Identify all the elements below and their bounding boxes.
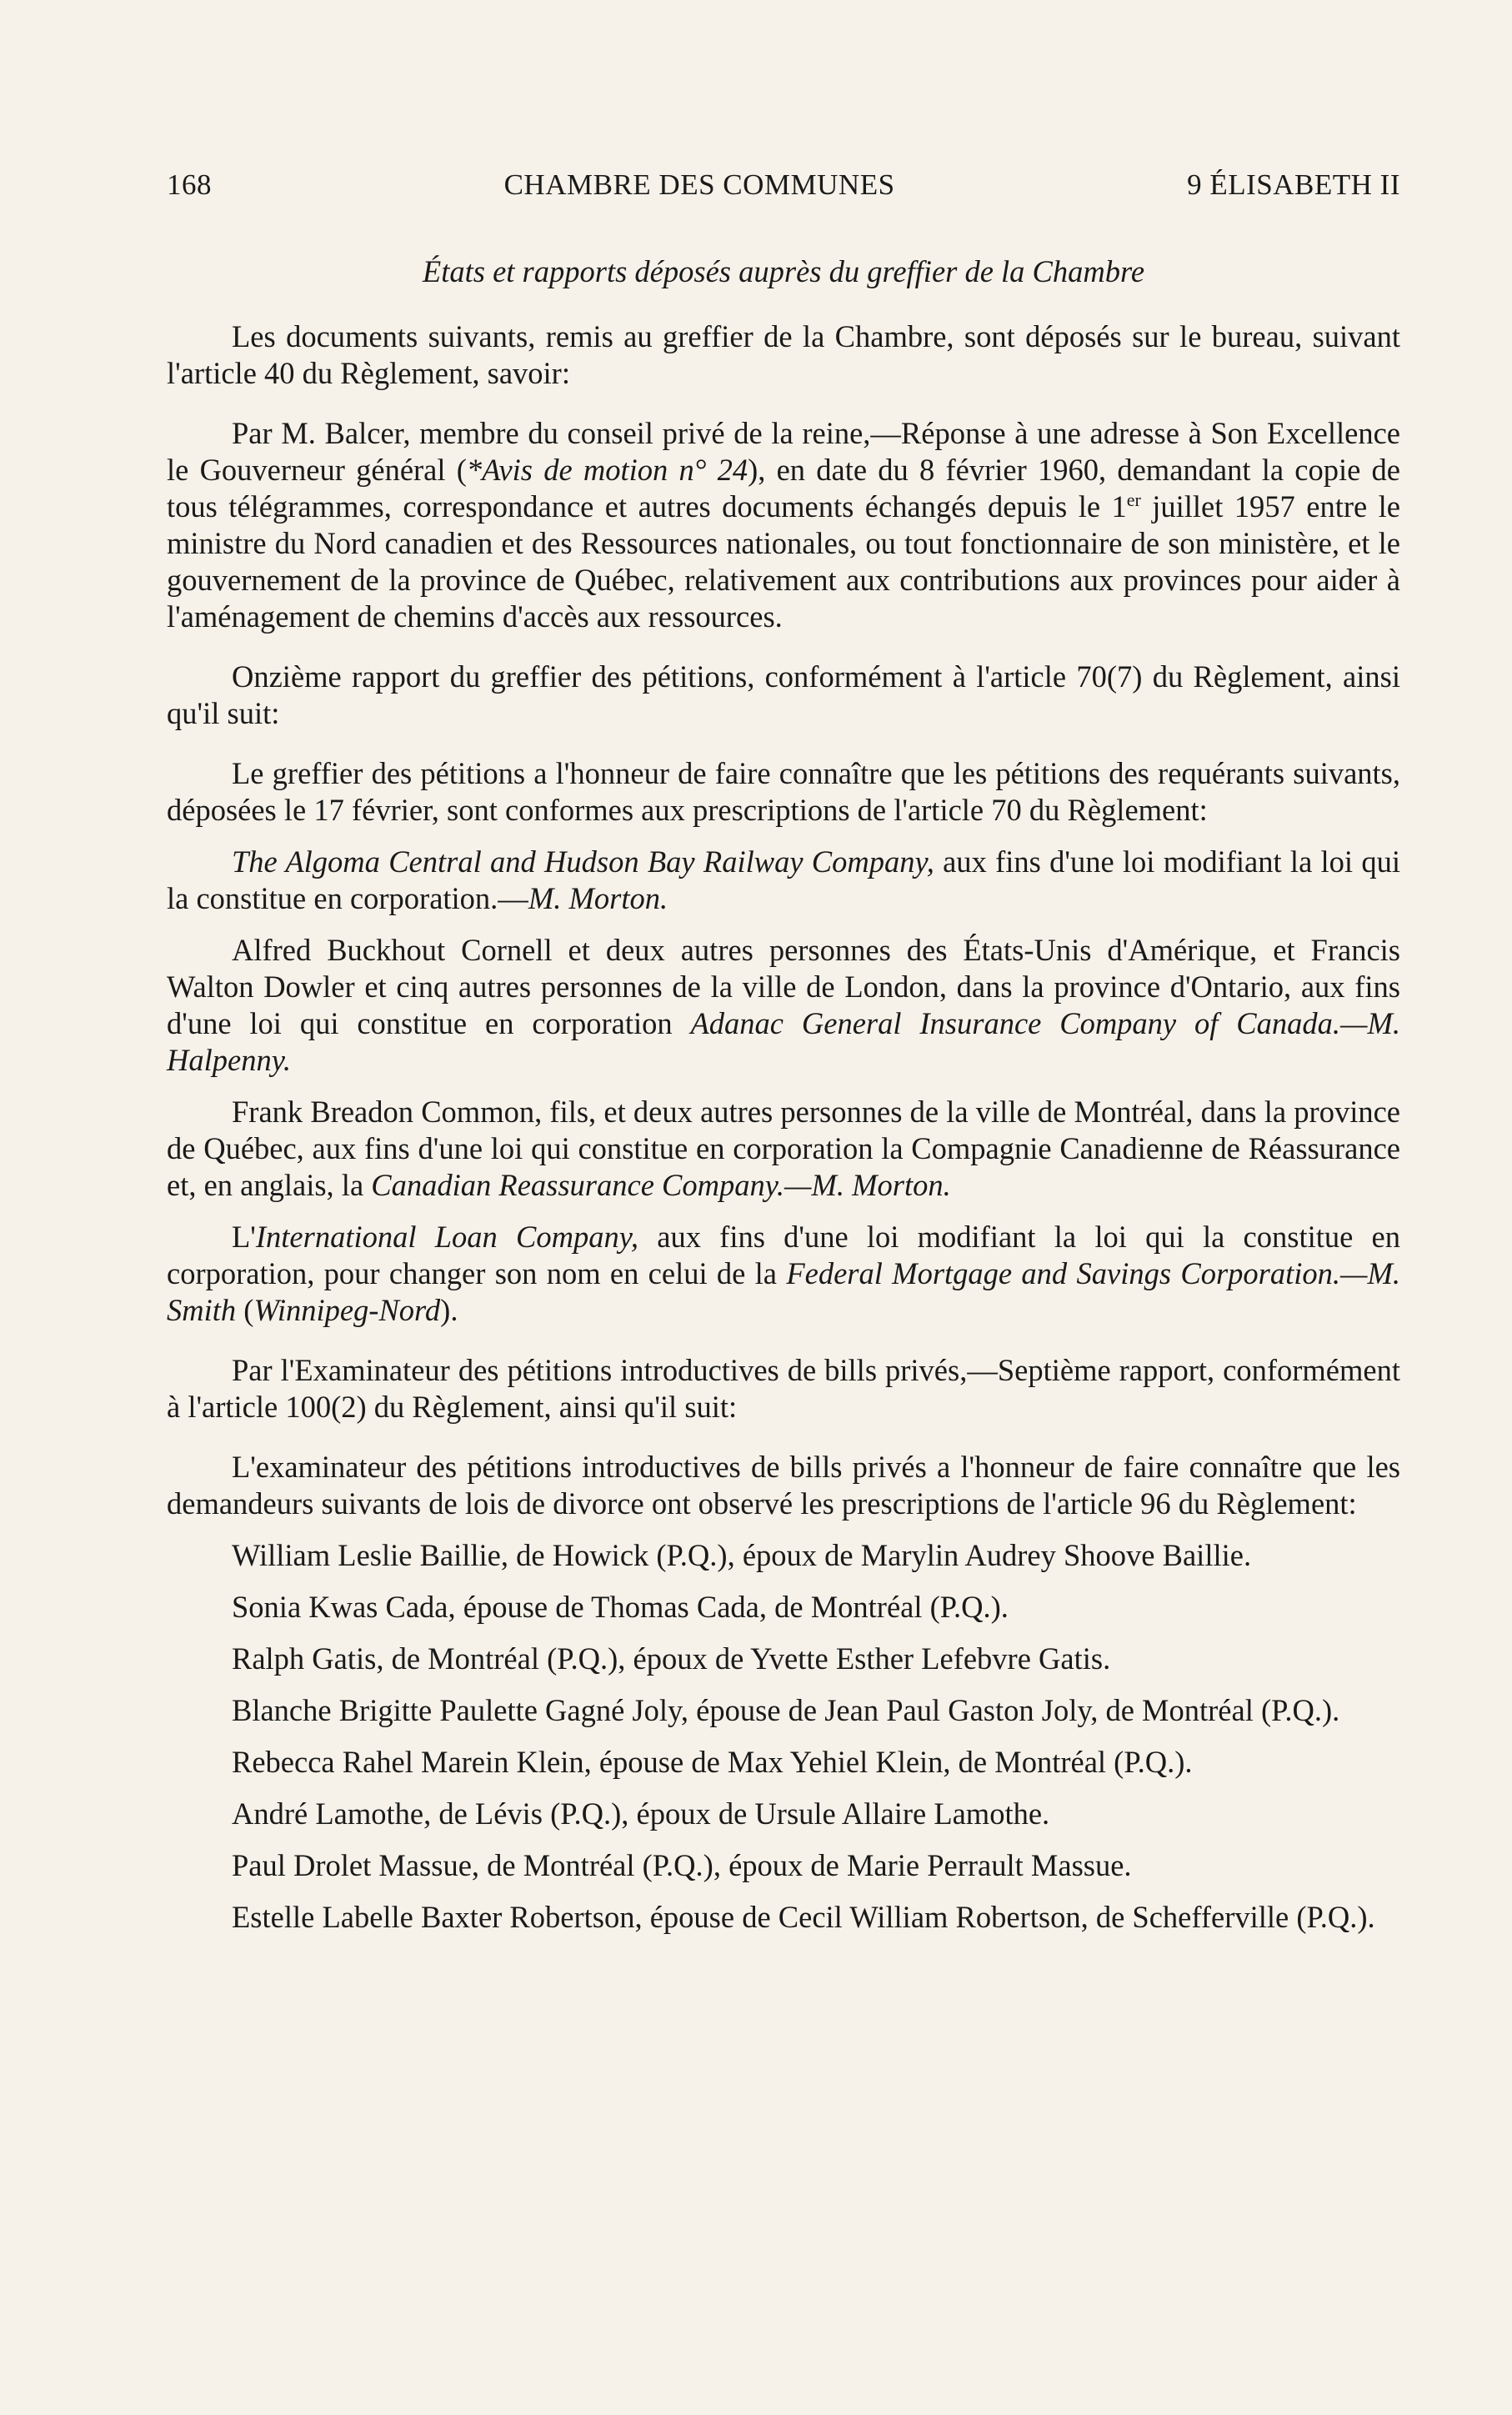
text-segment: Frank Breadon Common, fils, et deux autres personnes de la ville de Montréal, dans la province de Québec, aux fins d'une loi qui constitue en corporation la Compagnie Canadienne de Réassurance et, en anglais, la: [167, 1095, 1400, 1202]
paragraph-examiner-intro: L'examinateur des pétitions introductives de bills privés a l'honneur de faire connaître que les demandeurs suivants de lois de divorce ont observé les prescriptions de l'article 96 du Règlement:: [167, 1450, 1400, 1521]
text-segment: (: [236, 1293, 254, 1327]
running-title: CHAMBRE DES COMMUNES: [503, 168, 895, 201]
text-segment: Alfred Buckhout Cornell et deux autres personnes des États-Unis d'Amérique, et Francis Walton Dowler et cinq autres personnes de la ville de London, dans la province d'Ontario, aux fins d'une loi qui constitue en corporation: [167, 933, 1400, 1040]
company-name: Federal Mortgage and Savings Corporation.—M. Smith: [167, 1256, 1400, 1327]
section-heading: États et rapports déposés auprès du greffier de la Chambre: [422, 254, 1145, 288]
text-segment: aux fins d'une loi modifiant la loi qui la constitue en corporation, pour changer son nom en celui de la: [167, 1220, 1400, 1290]
text-segment: L': [232, 1220, 256, 1254]
divorce-applicant: Estelle Labelle Baxter Robertson, épouse de Cecil William Robertson, de Schefferville (P.Q.).: [232, 1900, 1375, 1934]
paragraph-petitions-report: Onzième rapport du greffier des pétitions, conformément à l'article 70(7) du Règlement, ainsi qu'il suit:: [167, 659, 1400, 730]
petition-algoma: [167, 844, 1400, 917]
text-segment: aux fins d'une loi modifiant la loi qui la constitue en corporation.—: [167, 844, 1400, 915]
company-name: Canadian Reassurance Company.—M. Morton.: [371, 1168, 951, 1202]
paragraph-balcer-reply: [167, 415, 1400, 635]
text-segment: ).: [440, 1293, 458, 1327]
divorce-applicant: Rebecca Rahel Marein Klein, épouse de Max Yehiel Klein, de Montréal (P.Q.).: [232, 1745, 1193, 1779]
divorce-applicant: André Lamothe, de Lévis (P.Q.), époux de Ursule Allaire Lamothe.: [232, 1796, 1050, 1831]
divorce-applicant: William Leslie Baillie, de Howick (P.Q.), époux de Marylin Audrey Shoove Baillie.: [232, 1538, 1252, 1572]
petition-adanac: [167, 932, 1400, 1079]
petition-reassurance: [167, 1094, 1400, 1204]
motion-reference: *Avis de motion n° 24: [466, 453, 748, 487]
paragraph-examiner-report: Par l'Examinateur des pétitions introductives de bills privés,—Septième rapport, conformément à l'article 100(2) du Règlement, ainsi qu'il suit:: [167, 1353, 1400, 1424]
divorce-applicant: Ralph Gatis, de Montréal (P.Q.), époux de Yvette Esther Lefebvre Gatis.: [232, 1641, 1111, 1676]
paragraph-petitions-intro: Le greffier des pétitions a l'honneur de faire connaître que les pétitions des requérants suivants, déposées le 17 février, sont conformes aux prescriptions de l'article 70 du Règlement:: [167, 756, 1400, 827]
ordinal-superscript: er: [1126, 489, 1141, 510]
company-name: Adanac General Insurance Company of Canada.—M. Halpenny.: [167, 1006, 1400, 1077]
page-header: [167, 167, 1400, 203]
divorce-applicant: Blanche Brigitte Paulette Gagné Joly, épouse de Jean Paul Gaston Joly, de Montréal (P.Q.).: [232, 1693, 1340, 1727]
divorce-applicant: Sonia Kwas Cada, épouse de Thomas Cada, de Montréal (P.Q.).: [232, 1590, 1009, 1624]
paragraph-intro: Les documents suivants, remis au greffier de la Chambre, sont déposés sur le bureau, suivant l'article 40 du Règlement, savoir:: [167, 319, 1400, 390]
company-name: The Algoma Central and Hudson Bay Railway Company,: [232, 844, 934, 879]
text-segment: juillet 1957 entre le ministre du Nord canadien et des Ressources nationales, ou tout fonctionnaire de son ministère, et le gouvernement de la province de Québec, relativement aux contributions aux provinces pour aider à l'aménagement de chemins d'accès aux ressources.: [167, 489, 1400, 634]
riding-name: Winnipeg-Nord: [253, 1293, 441, 1327]
divorce-applicant: Paul Drolet Massue, de Montréal (P.Q.), époux de Marie Perrault Massue.: [232, 1848, 1132, 1882]
company-name: International Loan Company,: [255, 1220, 639, 1254]
text-segment: Par M. Balcer, membre du conseil privé de la reine,—Réponse à une adresse à Son Excellence le Gouverneur général (: [167, 416, 1400, 487]
text-segment: ), en date du 8 février 1960, demandant la copie de tous télégrammes, correspondance et autres documents échangés depuis le 1: [167, 453, 1401, 524]
page-number: 168: [167, 168, 212, 201]
document-page: [167, 167, 1400, 1951]
member-name: M. Morton.: [528, 881, 668, 915]
regnal-year: 9 ÉLISABETH II: [1187, 168, 1400, 201]
petition-international-loan: [167, 1219, 1400, 1329]
